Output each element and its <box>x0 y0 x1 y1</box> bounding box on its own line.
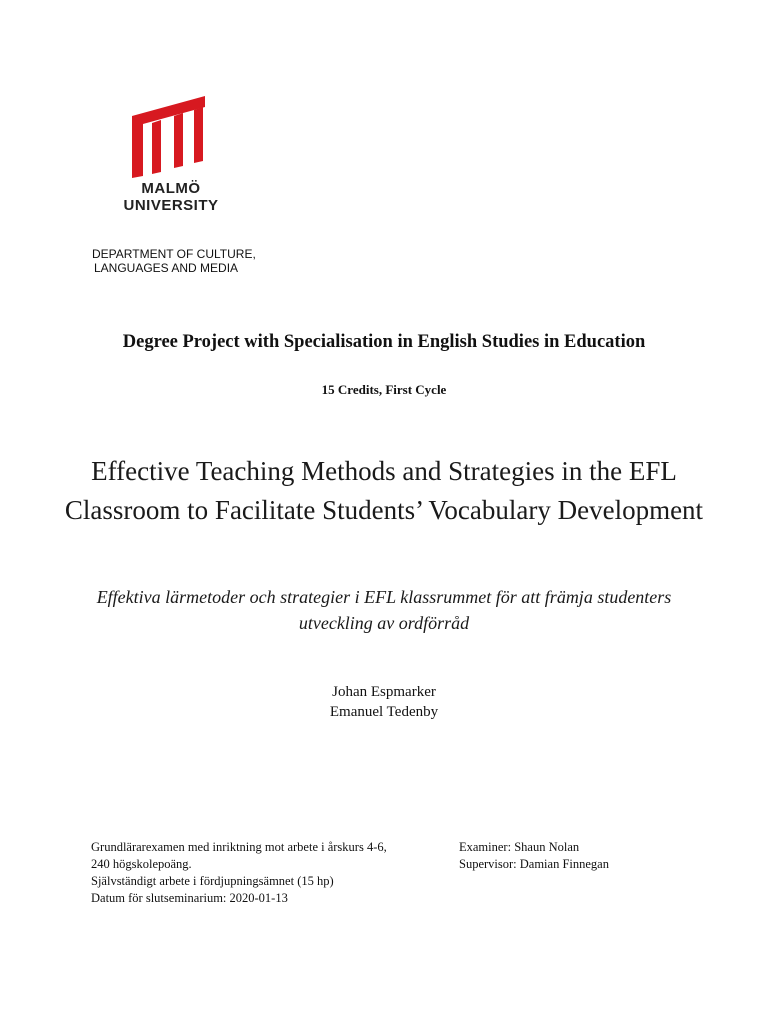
program-detail-line: 240 högskolepoäng. <box>91 857 192 871</box>
university-name-line2: UNIVERSITY <box>123 197 219 214</box>
degree-project-title: Degree Project with Specialisation in English Studies in Education <box>122 332 646 352</box>
thesis-subtitle: Effektiva lärmetoder och strategier i EFL klassrummet för att främja studenters utveckling av ordförråd <box>96 587 672 633</box>
department-line2: LANGUAGES AND MEDIA <box>94 261 239 275</box>
authors <box>60 682 708 722</box>
department-name <box>92 247 256 275</box>
program-detail-line: Självständigt arbete i fördjupningsämnet (15 hp) <box>91 874 334 888</box>
university-name <box>96 180 246 214</box>
university-name-line1: MALMÖ <box>141 180 201 197</box>
author-name: Emanuel Tedenby <box>329 704 439 720</box>
thesis-title: Effective Teaching Methods and Strategies in the EFL Classroom to Facilitate Students’ Vocabulary Development <box>64 456 704 525</box>
logo-mark-icon <box>130 94 208 184</box>
program-details <box>91 839 441 907</box>
department-line1: DEPARTMENT OF CULTURE, <box>92 247 256 261</box>
malmo-university-logo <box>130 94 208 184</box>
examiner-line: Examiner: Shaun Nolan <box>459 840 580 854</box>
program-detail-line: Datum för slutseminarium: 2020-01-13 <box>91 891 288 905</box>
examiner-details <box>459 839 719 873</box>
program-detail-line: Grundlärarexamen med inriktning mot arbete i årskurs 4-6, <box>91 840 387 854</box>
author-name: Johan Espmarker <box>332 684 436 700</box>
supervisor-line: Supervisor: Damian Finnegan <box>459 857 609 871</box>
degree-credits: 15 Credits, First Cycle <box>321 382 447 397</box>
